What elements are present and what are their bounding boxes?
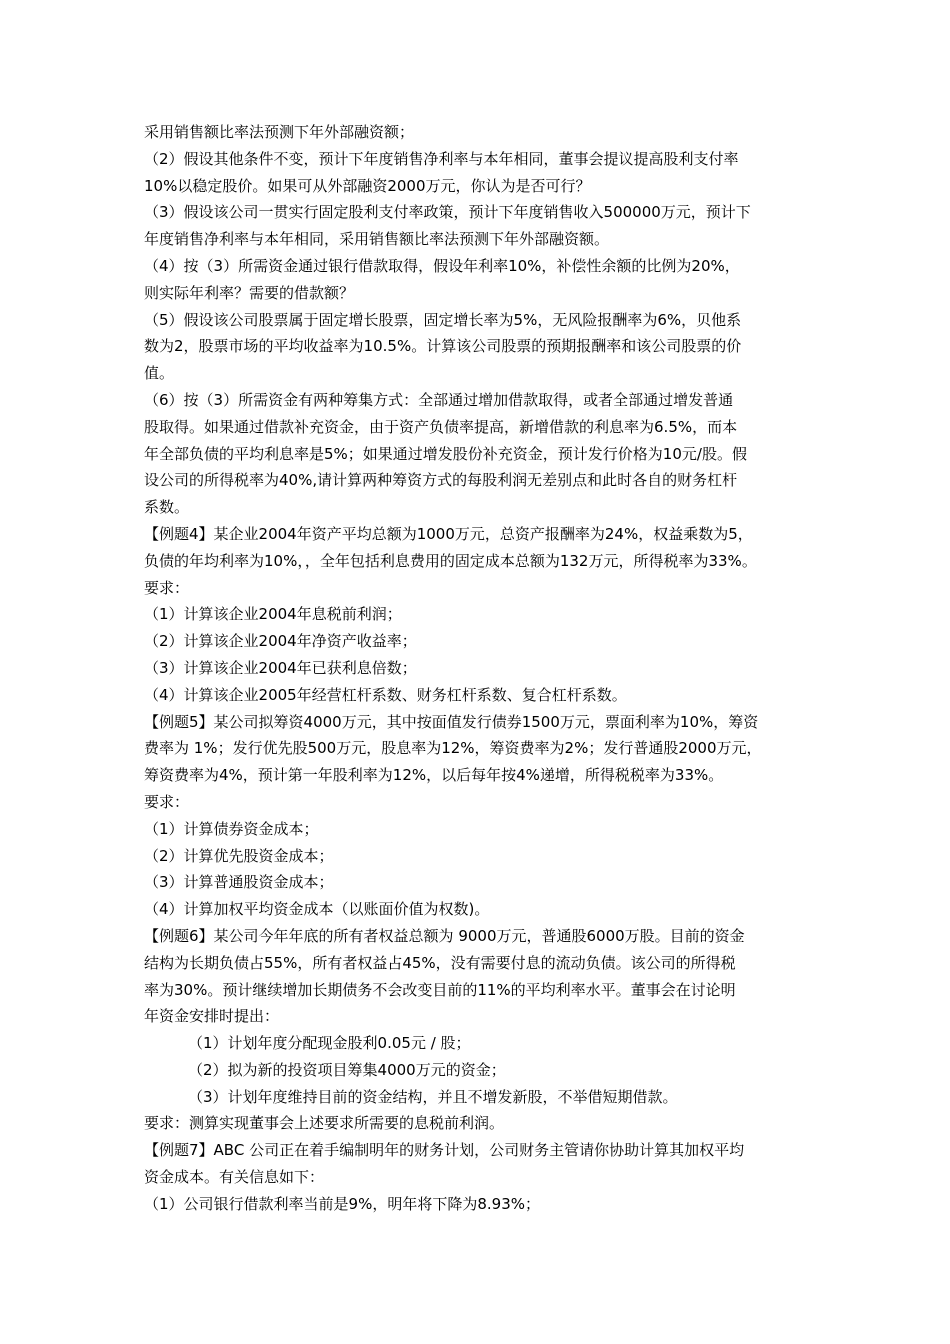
text-line: 值。 [144,364,175,383]
text-line: （2）假设其他条件不变，预计下年度销售净利率与本年相同，董事会提议提高股利支付率 [144,149,739,168]
text-line: 则实际年利率？需要的借款额？ [144,283,355,302]
text-line: （6）按（3）所需资金有两种筹集方式：全部通过增加借款取得，或者全部通过增发普通 [144,390,734,409]
text-line: 年资金安排时提出： [144,1007,280,1026]
text-line: 要求：测算实现董事会上述要求所需要的息税前利润。 [144,1114,505,1133]
text-line: 结构为长期负债占55%，所有者权益占45%，没有需要付息的流动负债。该公司的所得税 [144,953,736,972]
text-line: 股取得。如果通过借款补充资金，由于资产负债率提高，新增借款的利息率为6.5%，而本 [144,417,738,436]
text-line: （3）计算该企业2004年已获利息倍数； [144,658,417,677]
text-line: 筹资费率为4%，预计第一年股利率为12%，以后每年按4%递增，所得税税率为33%。 [144,766,724,785]
text-line: （2）计算优先股资金成本； [144,846,334,865]
example-6-heading: 【例题6】某公司今年年底的所有者权益总额为 9000万元，普通股6000万股。目前的资金 [144,926,745,945]
text-line: 资金成本。有关信息如下： [144,1168,325,1187]
text-line: 10%以稳定股价。如果可从外部融资2000万元，你认为是否可行？ [144,176,591,195]
text-line: 年全部负债的平均利息率是5%；如果通过增发股份补充资金，预计发行价格为10元/股。假 [144,444,747,463]
text-line: 年度销售净利率与本年相同，采用销售额比率法预测下年外部融资额。 [144,230,610,249]
text-line: 负债的年均利率为10%，，全年包括利息费用的固定成本总额为132万元，所得税率为33%。 [144,551,757,570]
text-line: （1）计算债券资金成本； [144,819,319,838]
text-line: （4）按（3）所需资金通过银行借款取得，假设年利率10%，补偿性余额的比例为20%， [144,256,740,275]
text-line: 费率为 1%；发行优先股500万元，股息率为12%，筹资费率为2%；发行普通股2000万元， [144,739,762,758]
example-7-heading: 【例题7】ABC 公司正在着手编制明年的财务计划，公司财务主管请你协助计算其加权平均 [144,1141,745,1160]
text-line: 设公司的所得税率为40%,请计算两种筹资方式的每股利润无差别点和此时各自的财务杠杆 [144,471,738,490]
requirement-label: 要求： [144,792,190,811]
text-line: （4）计算该企业2005年经营杠杆系数、财务杠杆系数、复合杠杆系数。 [144,685,627,704]
text-line: （1）公司银行借款利率当前是9%，明年将下降为8.93%； [144,1194,540,1213]
text-line: 系数。 [144,498,190,517]
text-line: （2）计算该企业2004年净资产收益率； [144,632,417,651]
text-line: （5）假设该公司股票属于固定增长股票，固定增长率为5%，无风险报酬率为6%，贝他系 [144,310,742,329]
text-line: 采用销售额比率法预测下年外部融资额； [144,123,415,141]
text-line: 数为2，股票市场的平均收益率为10.5%。计算该公司股票的预期报酬率和该公司股票的价 [144,337,742,356]
text-line: （3）计划年度维持目前的资金结构，并且不增发新股，不举借短期借款。 [188,1087,678,1106]
text-line: （1）计算该企业2004年息税前利润； [144,605,402,624]
requirement-label: 要求： [144,578,190,597]
example-4-heading: 【例题4】某企业2004年资产平均总额为1000万元，总资产报酬率为24%，权益乘数为5， [144,524,753,543]
text-line: （1）计划年度分配现金股利0.05元 / 股； [188,1034,471,1053]
text-line: （4）计算加权平均资金成本（以账面价值为权数)。 [144,900,490,919]
example-5-heading: 【例题5】某公司拟筹资4000万元，其中按面值发行债券1500万元，票面利率为10%，筹资 [144,712,759,731]
text-line: （3）计算普通股资金成本； [144,873,334,892]
document-page [144,119,810,1218]
text-line: （2）拟为新的投资项目筹集4000万元的资金； [188,1060,506,1079]
text-line: （3）假设该公司一贯实行固定股利支付率政策，预计下年度销售收入500000万元，预计下 [144,203,751,222]
text-line: 率为30%。预计继续增加长期债务不会改变目前的11%的平均利率水平。董事会在讨论明 [144,980,736,999]
